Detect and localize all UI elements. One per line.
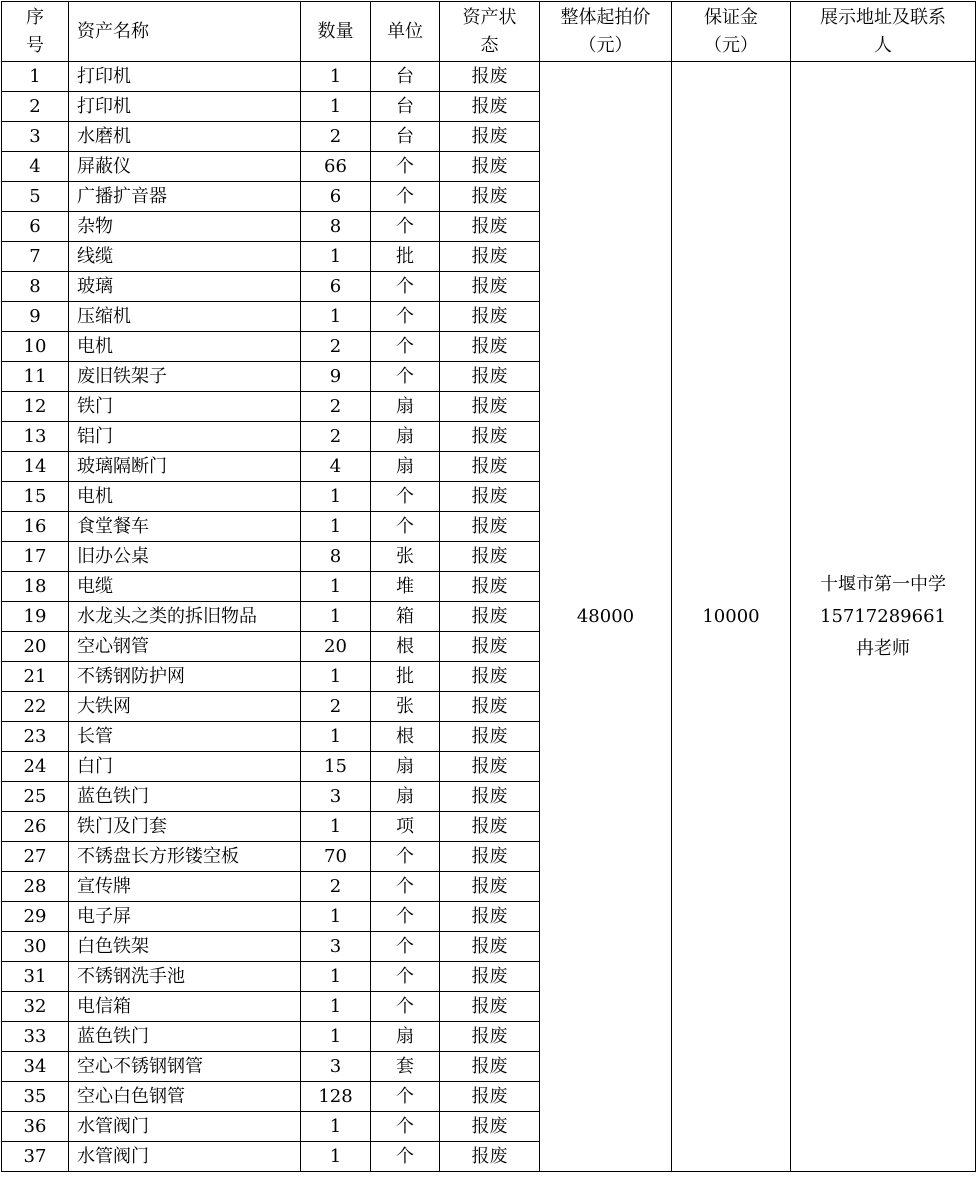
cell-seq: 21 xyxy=(2,662,69,692)
cell-seq: 27 xyxy=(2,842,69,872)
cell-unit: 批 xyxy=(371,662,440,692)
cell-start-price: 48000 xyxy=(540,62,672,1172)
cell-quantity: 66 xyxy=(301,152,371,182)
cell-status: 报废 xyxy=(440,122,540,152)
cell-status: 报废 xyxy=(440,512,540,542)
cell-quantity: 1 xyxy=(301,1022,371,1052)
cell-quantity: 1 xyxy=(301,242,371,272)
header-status-line1: 资产状 xyxy=(462,6,517,28)
cell-asset-name: 压缩机 xyxy=(69,302,301,332)
cell-unit: 个 xyxy=(371,482,440,512)
cell-seq: 30 xyxy=(2,932,69,962)
cell-asset-name: 广播扩音器 xyxy=(69,182,301,212)
cell-unit: 扇 xyxy=(371,392,440,422)
cell-quantity: 1 xyxy=(301,482,371,512)
contact-place: 十堰市第一中学 xyxy=(820,573,946,595)
cell-asset-name: 水管阀门 xyxy=(69,1112,301,1142)
cell-status: 报废 xyxy=(440,812,540,842)
cell-seq: 34 xyxy=(2,1052,69,1082)
cell-quantity: 9 xyxy=(301,362,371,392)
header-contact-line2: 人 xyxy=(874,34,892,56)
cell-unit: 个 xyxy=(371,332,440,362)
cell-asset-name: 食堂餐车 xyxy=(69,512,301,542)
cell-asset-name: 长管 xyxy=(69,722,301,752)
cell-quantity: 70 xyxy=(301,842,371,872)
cell-unit: 个 xyxy=(371,932,440,962)
cell-seq: 13 xyxy=(2,422,69,452)
cell-seq: 7 xyxy=(2,242,69,272)
cell-status: 报废 xyxy=(440,392,540,422)
cell-quantity: 20 xyxy=(301,632,371,662)
cell-status: 报废 xyxy=(440,692,540,722)
cell-asset-name: 打印机 xyxy=(69,92,301,122)
cell-quantity: 2 xyxy=(301,692,371,722)
cell-seq: 19 xyxy=(2,602,69,632)
asset-auction-table xyxy=(1,1,976,1172)
cell-asset-name: 电信箱 xyxy=(69,992,301,1022)
cell-status: 报废 xyxy=(440,272,540,302)
header-start-price-line1: 整体起拍价 xyxy=(560,6,651,28)
cell-asset-name: 不锈盘长方形镂空板 xyxy=(69,842,301,872)
cell-asset-name: 线缆 xyxy=(69,242,301,272)
cell-status: 报废 xyxy=(440,872,540,902)
cell-asset-name: 水管阀门 xyxy=(69,1142,301,1172)
cell-asset-name: 杂物 xyxy=(69,212,301,242)
cell-status: 报废 xyxy=(440,752,540,782)
cell-quantity: 2 xyxy=(301,392,371,422)
cell-quantity: 15 xyxy=(301,752,371,782)
cell-status: 报废 xyxy=(440,722,540,752)
cell-asset-name: 不锈钢洗手池 xyxy=(69,962,301,992)
cell-quantity: 1 xyxy=(301,962,371,992)
cell-quantity: 4 xyxy=(301,452,371,482)
cell-seq: 14 xyxy=(2,452,69,482)
cell-seq: 25 xyxy=(2,782,69,812)
cell-status: 报废 xyxy=(440,1052,540,1082)
cell-quantity: 1 xyxy=(301,302,371,332)
header-deposit-line1: 保证金 xyxy=(704,6,758,28)
cell-unit: 个 xyxy=(371,152,440,182)
header-seq xyxy=(2,2,69,62)
cell-seq: 12 xyxy=(2,392,69,422)
cell-asset-name: 铁门 xyxy=(69,392,301,422)
cell-unit: 台 xyxy=(371,92,440,122)
cell-unit: 个 xyxy=(371,362,440,392)
header-status-line2: 态 xyxy=(480,34,499,56)
cell-asset-name: 宣传牌 xyxy=(69,872,301,902)
cell-seq: 32 xyxy=(2,992,69,1022)
header-start-price xyxy=(540,2,672,62)
cell-asset-name: 玻璃 xyxy=(69,272,301,302)
cell-unit: 根 xyxy=(371,722,440,752)
cell-status: 报废 xyxy=(440,212,540,242)
contact-person: 冉老师 xyxy=(856,637,910,659)
header-quantity: 数量 xyxy=(301,2,371,62)
cell-status: 报废 xyxy=(440,302,540,332)
cell-seq: 23 xyxy=(2,722,69,752)
cell-seq: 26 xyxy=(2,812,69,842)
cell-unit: 个 xyxy=(371,902,440,932)
cell-asset-name: 打印机 xyxy=(69,62,301,92)
cell-unit: 个 xyxy=(371,992,440,1022)
cell-quantity: 3 xyxy=(301,782,371,812)
cell-asset-name: 蓝色铁门 xyxy=(69,782,301,812)
cell-status: 报废 xyxy=(440,422,540,452)
cell-quantity: 8 xyxy=(301,212,371,242)
cell-seq: 18 xyxy=(2,572,69,602)
cell-seq: 8 xyxy=(2,272,69,302)
cell-seq: 1 xyxy=(2,62,69,92)
cell-seq: 35 xyxy=(2,1082,69,1112)
cell-status: 报废 xyxy=(440,992,540,1022)
cell-unit: 批 xyxy=(371,242,440,272)
cell-quantity: 128 xyxy=(301,1082,371,1112)
cell-seq: 3 xyxy=(2,122,69,152)
cell-unit: 堆 xyxy=(371,572,440,602)
cell-seq: 15 xyxy=(2,482,69,512)
header-contact-line1: 展示地址及联系 xyxy=(820,6,946,28)
cell-seq: 29 xyxy=(2,902,69,932)
cell-status: 报废 xyxy=(440,152,540,182)
cell-quantity: 1 xyxy=(301,902,371,932)
cell-status: 报废 xyxy=(440,602,540,632)
cell-status: 报废 xyxy=(440,362,540,392)
cell-seq: 22 xyxy=(2,692,69,722)
cell-quantity: 2 xyxy=(301,872,371,902)
cell-status: 报废 xyxy=(440,1082,540,1112)
header-seq-line1: 序 xyxy=(26,6,44,28)
cell-quantity: 3 xyxy=(301,932,371,962)
cell-seq: 4 xyxy=(2,152,69,182)
cell-quantity: 1 xyxy=(301,92,371,122)
cell-unit: 张 xyxy=(371,542,440,572)
header-deposit xyxy=(672,2,791,62)
cell-status: 报废 xyxy=(440,662,540,692)
cell-asset-name: 电机 xyxy=(69,482,301,512)
cell-seq: 36 xyxy=(2,1112,69,1142)
cell-asset-name: 水龙头之类的拆旧物品 xyxy=(69,602,301,632)
cell-status: 报废 xyxy=(440,542,540,572)
cell-asset-name: 大铁网 xyxy=(69,692,301,722)
cell-quantity: 1 xyxy=(301,62,371,92)
cell-seq: 16 xyxy=(2,512,69,542)
cell-status: 报废 xyxy=(440,242,540,272)
cell-unit: 个 xyxy=(371,872,440,902)
table-body xyxy=(2,62,976,1172)
cell-deposit: 10000 xyxy=(672,62,791,1172)
table-row xyxy=(2,62,976,92)
cell-quantity: 8 xyxy=(301,542,371,572)
cell-quantity: 1 xyxy=(301,1142,371,1172)
cell-unit: 张 xyxy=(371,692,440,722)
cell-status: 报废 xyxy=(440,632,540,662)
cell-seq: 20 xyxy=(2,632,69,662)
cell-quantity: 3 xyxy=(301,1052,371,1082)
cell-asset-name: 水磨机 xyxy=(69,122,301,152)
cell-quantity: 2 xyxy=(301,422,371,452)
header-seq-line2: 号 xyxy=(26,34,44,56)
cell-asset-name: 铁门及门套 xyxy=(69,812,301,842)
header-asset-status xyxy=(440,2,540,62)
cell-quantity: 2 xyxy=(301,122,371,152)
header-row xyxy=(2,2,976,62)
cell-status: 报废 xyxy=(440,92,540,122)
cell-status: 报废 xyxy=(440,962,540,992)
header-asset-name: 资产名称 xyxy=(69,2,301,62)
cell-seq: 2 xyxy=(2,92,69,122)
cell-seq: 10 xyxy=(2,332,69,362)
cell-status: 报废 xyxy=(440,842,540,872)
cell-quantity: 6 xyxy=(301,272,371,302)
cell-asset-name: 空心钢管 xyxy=(69,632,301,662)
cell-status: 报废 xyxy=(440,482,540,512)
cell-status: 报废 xyxy=(440,1022,540,1052)
cell-unit: 扇 xyxy=(371,1022,440,1052)
cell-asset-name: 电子屏 xyxy=(69,902,301,932)
cell-seq: 11 xyxy=(2,362,69,392)
cell-asset-name: 废旧铁架子 xyxy=(69,362,301,392)
cell-quantity: 1 xyxy=(301,1112,371,1142)
cell-seq: 24 xyxy=(2,752,69,782)
cell-unit: 扇 xyxy=(371,782,440,812)
cell-status: 报废 xyxy=(440,332,540,362)
cell-status: 报废 xyxy=(440,782,540,812)
cell-unit: 个 xyxy=(371,962,440,992)
cell-status: 报废 xyxy=(440,452,540,482)
cell-asset-name: 铝门 xyxy=(69,422,301,452)
cell-unit: 个 xyxy=(371,1142,440,1172)
cell-status: 报废 xyxy=(440,62,540,92)
cell-unit: 台 xyxy=(371,122,440,152)
header-start-price-line2: （元） xyxy=(578,34,633,56)
cell-unit: 个 xyxy=(371,1082,440,1112)
cell-asset-name: 白门 xyxy=(69,752,301,782)
cell-status: 报废 xyxy=(440,902,540,932)
cell-quantity: 6 xyxy=(301,182,371,212)
cell-status: 报废 xyxy=(440,1142,540,1172)
cell-unit: 个 xyxy=(371,302,440,332)
cell-asset-name: 空心不锈钢钢管 xyxy=(69,1052,301,1082)
cell-quantity: 1 xyxy=(301,572,371,602)
cell-quantity: 1 xyxy=(301,812,371,842)
cell-quantity: 1 xyxy=(301,602,371,632)
header-unit: 单位 xyxy=(371,2,440,62)
cell-seq: 31 xyxy=(2,962,69,992)
cell-status: 报废 xyxy=(440,1112,540,1142)
cell-unit: 个 xyxy=(371,272,440,302)
cell-seq: 5 xyxy=(2,182,69,212)
cell-asset-name: 屏蔽仪 xyxy=(69,152,301,182)
cell-asset-name: 空心白色钢管 xyxy=(69,1082,301,1112)
cell-unit: 个 xyxy=(371,212,440,242)
cell-seq: 37 xyxy=(2,1142,69,1172)
cell-quantity: 1 xyxy=(301,512,371,542)
cell-status: 报废 xyxy=(440,182,540,212)
cell-seq: 33 xyxy=(2,1022,69,1052)
cell-quantity: 1 xyxy=(301,662,371,692)
cell-unit: 扇 xyxy=(371,422,440,452)
contact-phone: 15717289661 xyxy=(820,605,946,627)
cell-quantity: 2 xyxy=(301,332,371,362)
cell-seq: 28 xyxy=(2,872,69,902)
cell-asset-name: 电缆 xyxy=(69,572,301,602)
cell-unit: 扇 xyxy=(371,752,440,782)
cell-status: 报废 xyxy=(440,932,540,962)
cell-unit: 个 xyxy=(371,1112,440,1142)
cell-unit: 套 xyxy=(371,1052,440,1082)
cell-quantity: 1 xyxy=(301,992,371,1022)
cell-unit: 个 xyxy=(371,842,440,872)
cell-asset-name: 蓝色铁门 xyxy=(69,1022,301,1052)
cell-unit: 箱 xyxy=(371,602,440,632)
cell-seq: 9 xyxy=(2,302,69,332)
cell-seq: 17 xyxy=(2,542,69,572)
cell-asset-name: 白色铁架 xyxy=(69,932,301,962)
header-deposit-line2: （元） xyxy=(704,34,758,56)
cell-unit: 台 xyxy=(371,62,440,92)
cell-asset-name: 旧办公桌 xyxy=(69,542,301,572)
cell-unit: 扇 xyxy=(371,452,440,482)
header-contact xyxy=(791,2,976,62)
cell-status: 报废 xyxy=(440,572,540,602)
cell-asset-name: 不锈钢防护网 xyxy=(69,662,301,692)
cell-asset-name: 电机 xyxy=(69,332,301,362)
cell-seq: 6 xyxy=(2,212,69,242)
cell-unit: 项 xyxy=(371,812,440,842)
cell-unit: 个 xyxy=(371,182,440,212)
cell-unit: 根 xyxy=(371,632,440,662)
cell-quantity: 1 xyxy=(301,722,371,752)
cell-unit: 个 xyxy=(371,512,440,542)
cell-contact xyxy=(791,62,976,1172)
cell-asset-name: 玻璃隔断门 xyxy=(69,452,301,482)
